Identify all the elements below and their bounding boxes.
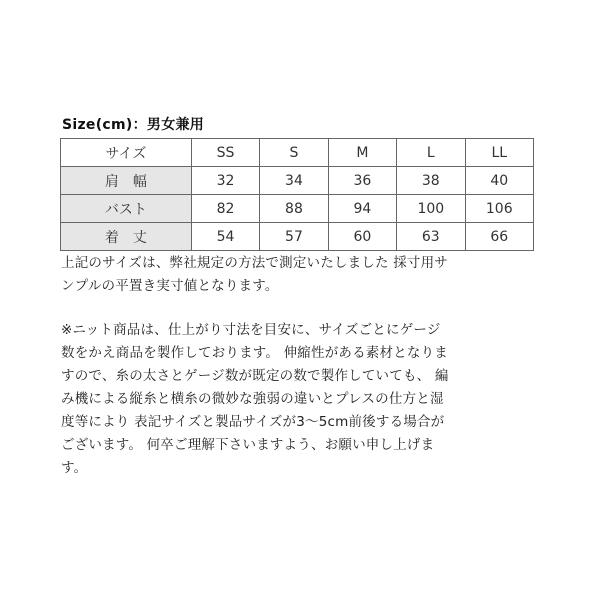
table-cell: 63 bbox=[397, 223, 465, 251]
table-cell: 32 bbox=[191, 167, 259, 195]
header-cell-ss: SS bbox=[191, 139, 259, 167]
knit-note-line: ございます。 何卒ご理解下さいますよう、お願い申し上げま bbox=[61, 437, 435, 453]
header-cell-size: サイズ bbox=[61, 139, 192, 167]
knit-note-line: 数をかえ商品を製作しております。 伸縮性がある素材となりま bbox=[61, 345, 449, 361]
table-cell: 100 bbox=[397, 195, 465, 223]
knit-note-line: ※ニット商品は、仕上がり寸法を目安に、サイズごとにゲージ bbox=[61, 322, 441, 338]
header-cell-s: S bbox=[260, 139, 328, 167]
row-label-shoulder-width: 肩 幅 bbox=[61, 167, 192, 195]
measurement-note bbox=[61, 252, 539, 298]
table-header-row bbox=[61, 139, 534, 167]
table-cell: 94 bbox=[328, 195, 396, 223]
table-cell: 57 bbox=[260, 223, 328, 251]
knit-note-line: すので、糸の太さとゲージ数が既定の数で製作していても、 編 bbox=[61, 368, 449, 384]
table-cell: 66 bbox=[465, 223, 533, 251]
table-cell: 54 bbox=[191, 223, 259, 251]
table-row-shoulder-width bbox=[61, 167, 534, 195]
table-cell: 60 bbox=[328, 223, 396, 251]
size-chart-title: Size(cm)：男女兼用 bbox=[62, 117, 205, 133]
table-row-bust bbox=[61, 195, 534, 223]
knit-note-line: み機による縦糸と横糸の微妙な強弱の違いとプレスの仕方と湿 bbox=[61, 391, 444, 407]
measurement-note-line: ンプルの平置き実寸値となります。 bbox=[61, 278, 279, 294]
table-cell: 82 bbox=[191, 195, 259, 223]
header-cell-ll: LL bbox=[465, 139, 533, 167]
header-cell-l: L bbox=[397, 139, 465, 167]
table-cell: 106 bbox=[465, 195, 533, 223]
knit-disclaimer-note bbox=[61, 319, 539, 480]
table-cell: 40 bbox=[465, 167, 533, 195]
table-cell: 34 bbox=[260, 167, 328, 195]
header-cell-m: M bbox=[328, 139, 396, 167]
measurement-note-line: 上記のサイズは、弊社規定の方法で測定いたしました 採寸用サ bbox=[61, 255, 449, 271]
row-label-bust: バスト bbox=[61, 195, 192, 223]
row-label-length: 着 丈 bbox=[61, 223, 192, 251]
knit-note-line: す。 bbox=[61, 460, 88, 476]
table-row-length bbox=[61, 223, 534, 251]
size-table bbox=[60, 138, 534, 251]
table-cell: 36 bbox=[328, 167, 396, 195]
knit-note-line: 度等により 表記サイズと製品サイズが3～5cm前後する場合が bbox=[61, 414, 445, 430]
table-cell: 38 bbox=[397, 167, 465, 195]
table-cell: 88 bbox=[260, 195, 328, 223]
